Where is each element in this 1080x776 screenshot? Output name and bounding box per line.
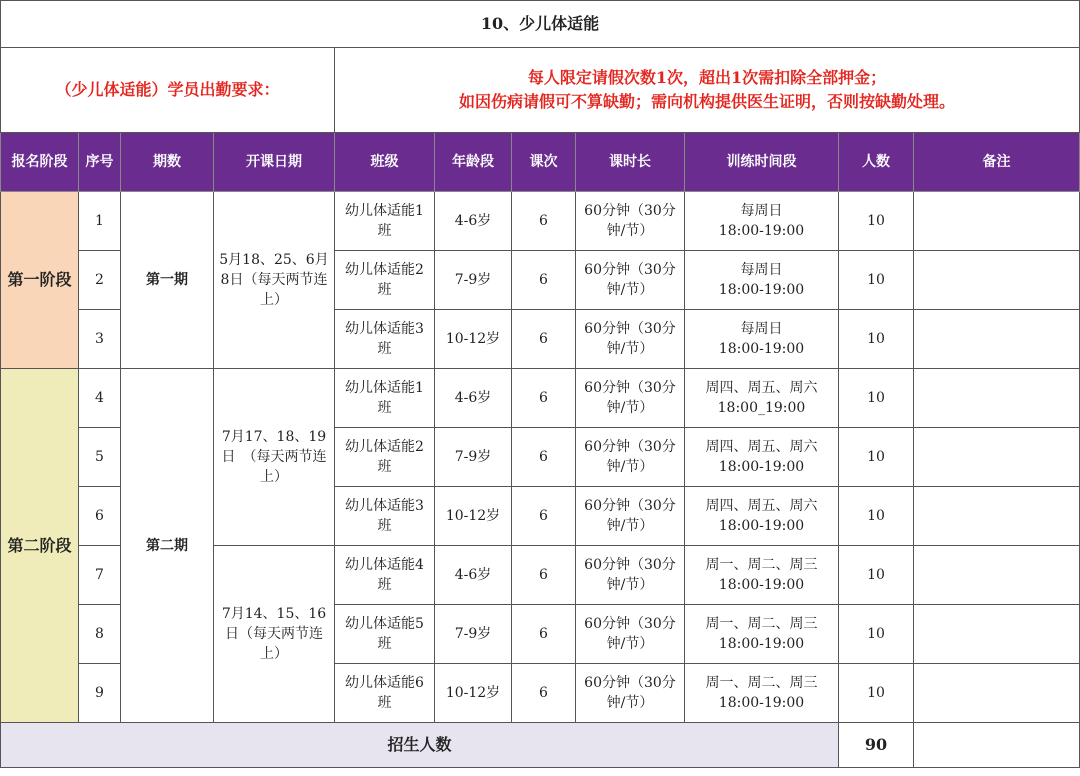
period-cell: 第一期 [121,192,214,369]
age-cell: 7-9岁 [435,251,512,310]
training-time-cell [685,664,839,723]
table-row [1,369,1080,428]
row-no: 1 [79,192,121,251]
time-hours: 18:00-19:00 [718,695,805,711]
time-hours: 18:00-19:00 [718,223,805,239]
duration-cell: 60分钟（30分钟/节） [576,192,685,251]
class-cell: 幼儿体适能2班 [335,251,435,310]
count-cell: 10 [839,428,914,487]
period-cell: 第二期 [121,369,214,723]
age-cell: 4-6岁 [435,546,512,605]
age-cell: 4-6岁 [435,369,512,428]
duration-cell: 60分钟（30分钟/节） [576,369,685,428]
count-cell: 10 [839,664,914,723]
header-row [1,133,1080,192]
header-no: 序号 [79,133,121,192]
class-cell: 幼儿体适能1班 [335,192,435,251]
sessions-cell: 6 [512,251,576,310]
age-cell: 7-9岁 [435,428,512,487]
training-time-cell [685,428,839,487]
note-cell [914,251,1080,310]
training-time-cell [685,310,839,369]
row-no: 4 [79,369,121,428]
row-no: 8 [79,605,121,664]
sessions-cell: 6 [512,192,576,251]
time-hours: 18:00-19:00 [718,577,805,593]
time-hours: 18:00-19:00 [718,636,805,652]
attendance-requirement-label: （少儿体适能）学员出勤要求： [1,48,335,133]
header-count: 人数 [839,133,914,192]
age-cell: 7-9岁 [435,605,512,664]
note-cell [914,428,1080,487]
age-cell: 10-12岁 [435,310,512,369]
class-cell: 幼儿体适能3班 [335,487,435,546]
note-cell [914,369,1080,428]
training-time-cell [685,369,839,428]
count-cell: 10 [839,546,914,605]
stage-cell: 第一阶段 [1,192,79,369]
header-start-date: 开课日期 [214,133,335,192]
class-cell: 幼儿体适能6班 [335,664,435,723]
time-hours: 18:00-19:00 [718,282,805,298]
sessions-cell: 6 [512,664,576,723]
duration-cell: 60分钟（30分钟/节） [576,487,685,546]
start-date-cell: 7月14、15、16日（每天两节连上） [214,546,335,723]
training-time-cell [685,487,839,546]
training-time-cell [685,605,839,664]
time-days: 周四、周五、周六 [705,498,818,514]
training-time-cell [685,546,839,605]
count-cell: 10 [839,251,914,310]
time-days: 周一、周二、周三 [705,675,818,691]
sessions-cell: 6 [512,487,576,546]
note-cell [914,546,1080,605]
time-days: 周四、周五、周六 [705,380,818,396]
table-title: 10、少儿体适能 [1,1,1080,48]
sessions-cell: 6 [512,369,576,428]
row-no: 5 [79,428,121,487]
header-sessions: 课次 [512,133,576,192]
row-no: 2 [79,251,121,310]
attendance-requirement-text [335,48,1080,133]
sessions-cell: 6 [512,546,576,605]
requirement-line-2: 如因伤病请假可不算缺勤；需向机构提供医生证明，否则按缺勤处理。 [459,92,956,111]
time-days: 周一、周二、周三 [705,557,818,573]
duration-cell: 60分钟（30分钟/节） [576,251,685,310]
note-cell [914,664,1080,723]
time-days: 每周日 [740,321,783,337]
time-days: 周一、周二、周三 [705,616,818,632]
duration-cell: 60分钟（30分钟/节） [576,664,685,723]
count-cell: 10 [839,487,914,546]
start-date-cell: 7月17、18、19日 （每天两节连上） [214,369,335,546]
count-cell: 10 [839,310,914,369]
count-cell: 10 [839,192,914,251]
time-days: 每周日 [740,203,783,219]
time-days: 周四、周五、周六 [705,439,818,455]
start-date-cell: 5月18、25、6月8日（每天两节连上） [214,192,335,369]
sessions-cell: 6 [512,310,576,369]
header-stage: 报名阶段 [1,133,79,192]
enrollment-total-value: 90 [839,723,914,768]
header-class: 班级 [335,133,435,192]
header-duration: 课时长 [576,133,685,192]
time-hours: 18:00-19:00 [718,459,805,475]
sessions-cell: 6 [512,428,576,487]
training-time-cell [685,192,839,251]
footer-note-cell [914,723,1080,768]
row-no: 7 [79,546,121,605]
table-row [1,192,1080,251]
sessions-cell: 6 [512,605,576,664]
note-cell [914,310,1080,369]
duration-cell: 60分钟（30分钟/节） [576,428,685,487]
stage-cell: 第二阶段 [1,369,79,723]
duration-cell: 60分钟（30分钟/节） [576,605,685,664]
time-hours: 18:00-19:00 [718,518,805,534]
age-cell: 10-12岁 [435,487,512,546]
header-age: 年龄段 [435,133,512,192]
note-cell [914,487,1080,546]
note-cell [914,192,1080,251]
class-cell: 幼儿体适能3班 [335,310,435,369]
count-cell: 10 [839,605,914,664]
training-time-cell [685,251,839,310]
class-cell: 幼儿体适能2班 [335,428,435,487]
note-cell [914,605,1080,664]
header-period: 期数 [121,133,214,192]
row-no: 9 [79,664,121,723]
requirement-line-1: 每人限定请假次数1次，超出1次需扣除全部押金； [527,68,887,87]
class-cell: 幼儿体适能4班 [335,546,435,605]
footer-row [1,723,1080,768]
class-cell: 幼儿体适能1班 [335,369,435,428]
age-cell: 10-12岁 [435,664,512,723]
header-note: 备注 [914,133,1080,192]
count-cell: 10 [839,369,914,428]
row-no: 6 [79,487,121,546]
time-hours: 18:00_19:00 [717,400,806,416]
age-cell: 4-6岁 [435,192,512,251]
enrollment-total-label: 招生人数 [1,723,839,768]
time-hours: 18:00-19:00 [718,341,805,357]
row-no: 3 [79,310,121,369]
class-cell: 幼儿体适能5班 [335,605,435,664]
header-training-time: 训练时间段 [685,133,839,192]
time-days: 每周日 [740,262,783,278]
duration-cell: 60分钟（30分钟/节） [576,310,685,369]
duration-cell: 60分钟（30分钟/节） [576,546,685,605]
